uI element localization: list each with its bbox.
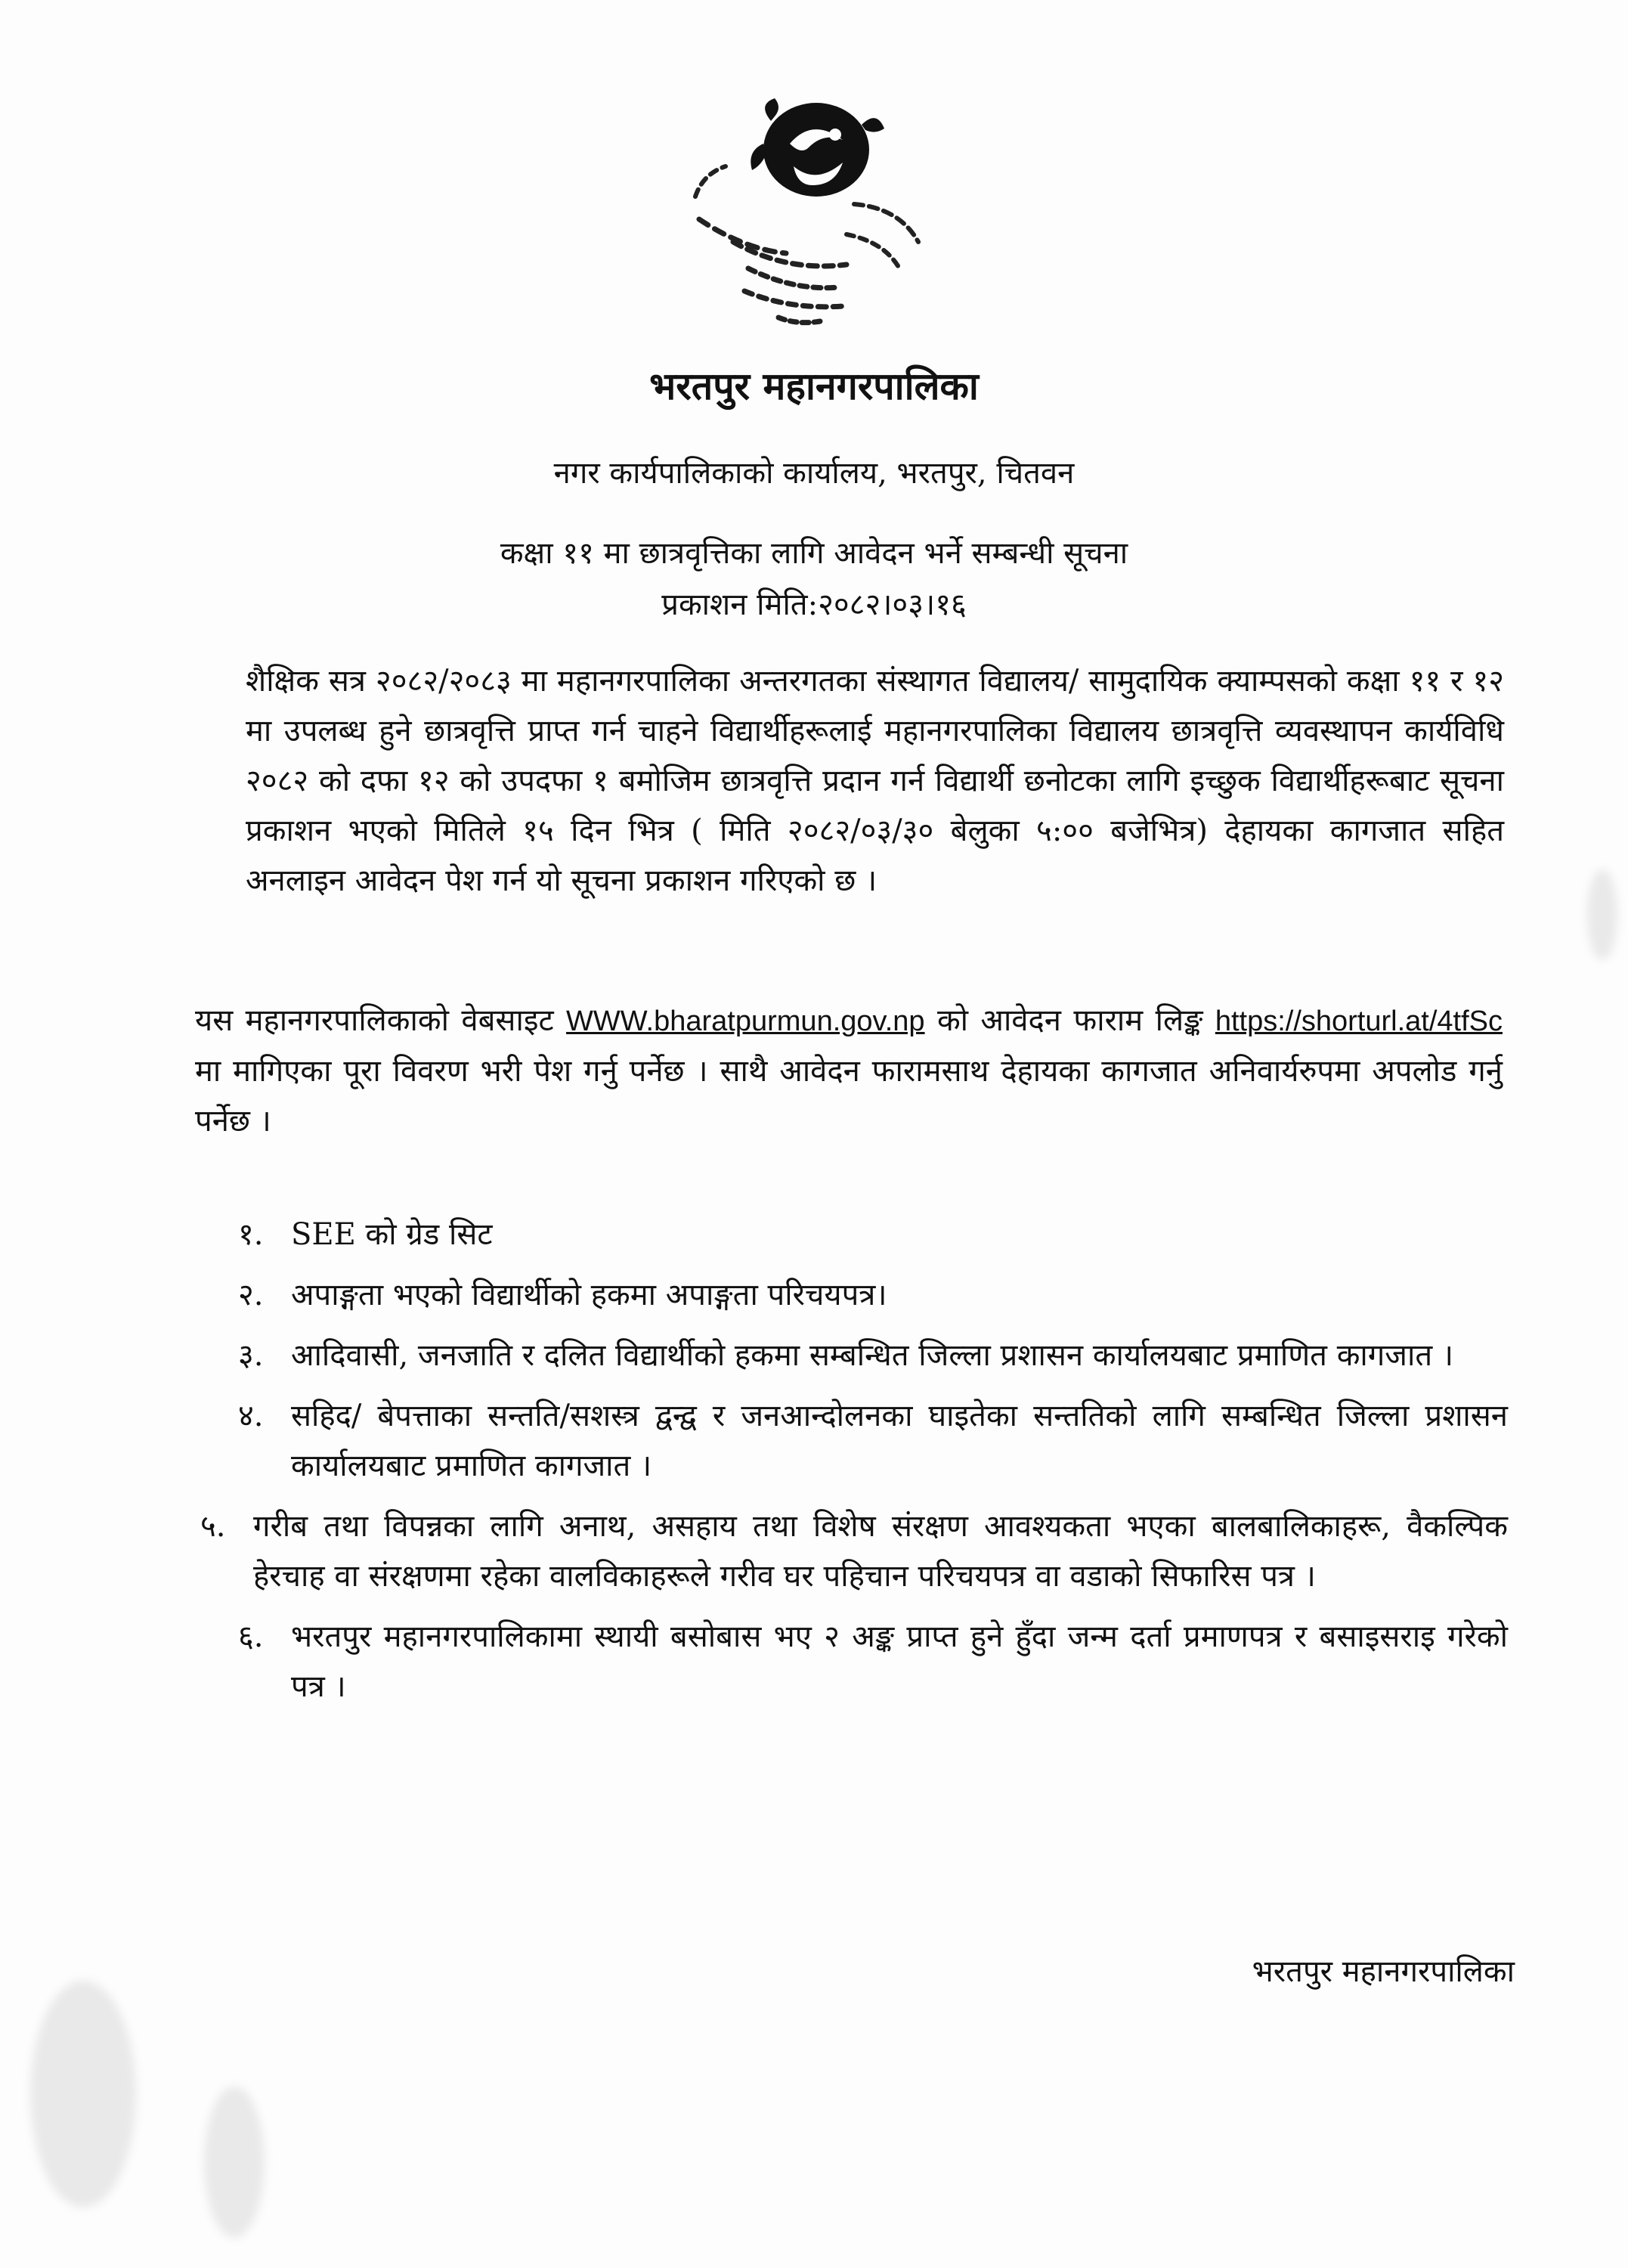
intro-paragraph: शैक्षिक सत्र २०८२/२०८३ मा महानगरपालिका अन्तरगतका संस्थागत विद्यालय/ सामुदायिक क्याम्पसको कक्षा ११ र १२ मा उपलब्ध हुने छात्रवृत्ति प्राप्त गर्न चाहने विद्यार्थीहरूलाई महानगरपालिका विद्यालय छात्रवृत्ति व्यवस्थापन कार्यविधि २०८२ को दफा १२ को उपदफा १ बमोजिम छात्रवृत्ति प्रदान गर्न विद्यार्थी छनोटका लागि इच्छुक विद्यार्थीहरूबाट सूचना प्रकाशन भएको मितिले १५ दिन भित्र ( मिति २०८२/०३/३० बेलुका ५:०० बजेभित्र) देहायका कागजात सहित अनलाइन आवेदन पेश गर्न यो सूचना प्रकाशन गरिएको छ । bbox=[246, 664, 1504, 898]
emblem-icon bbox=[665, 91, 952, 348]
item-text: भरतपुर महानगरपालिकामा स्थायी बसोबास भए २ अङ्क प्राप्त हुने हुँदा जन्म दर्ता प्रमाणपत्र र बसाइसराइ गरेको पत्र । bbox=[291, 1619, 1508, 1704]
item-number: ६. bbox=[238, 1619, 264, 1654]
required-documents-list bbox=[200, 1210, 1508, 1722]
document-item bbox=[238, 1270, 1508, 1320]
municipality-emblem bbox=[665, 91, 952, 348]
instruction-text: मा मागिएका पूरा विवरण भरी पेश गर्नु पर्नेछ । साथै आवेदन फारामसाथ देहायका कागजात अनिवार्यरुपमा अपलोड गर्नु पर्नेछ । bbox=[195, 1054, 1503, 1139]
form-link[interactable]: https://shorturl.at/4tfSc bbox=[1215, 1005, 1503, 1037]
scan-smudge bbox=[1587, 869, 1617, 960]
organization-title: भरतपुर महानगरपालिका bbox=[649, 364, 979, 408]
scan-smudge bbox=[204, 2087, 265, 2238]
instruction-paragraph bbox=[195, 996, 1503, 1146]
item-text: अपाङ्गता भएको विद्यार्थीको हकमा अपाङ्गता परिचयपत्र। bbox=[291, 1278, 887, 1312]
publication-date: प्रकाशन मिति:२०८२।०३।१६ bbox=[661, 587, 967, 622]
item-text: गरीब तथा विपन्नका लागि अनाथ, असहाय तथा विशेष संरक्षण आवश्यकता भएका बालबालिकाहरू, वैकल्पिक हेरचाह वा संरक्षणमा रहेका वालविकाहरूले गरीव घर पहिचान परिचयपत्र वा वडाको सिफारिस पत्र । bbox=[253, 1509, 1508, 1594]
scan-smudge bbox=[30, 1981, 136, 2208]
item-number: १. bbox=[238, 1217, 264, 1252]
item-number: ३. bbox=[238, 1338, 264, 1373]
document-item bbox=[238, 1331, 1508, 1380]
item-number: २. bbox=[238, 1278, 264, 1312]
document-item bbox=[238, 1391, 1508, 1491]
document-item bbox=[200, 1501, 1508, 1601]
notice-subject: कक्षा ११ मा छात्रवृत्तिका लागि आवेदन भर्ने सम्बन्धी सूचना bbox=[500, 536, 1128, 571]
item-number: ५. bbox=[200, 1509, 226, 1544]
website-link[interactable]: WWW.bharatpurmun.gov.np bbox=[566, 1005, 925, 1037]
document-item bbox=[238, 1210, 1508, 1259]
item-text: आदिवासी, जनजाति र दलित विद्यार्थीको हकमा सम्बन्धित जिल्ला प्रशासन कार्यालयबाट प्रमाणित कागजात । bbox=[291, 1338, 1454, 1373]
item-number: ४. bbox=[238, 1399, 264, 1433]
instruction-text: यस महानगरपालिकाको वेबसाइट bbox=[195, 1003, 554, 1038]
document-item bbox=[238, 1612, 1508, 1712]
item-text: SEE को ग्रेड सिट bbox=[291, 1217, 493, 1252]
instruction-text: को आवेदन फाराम लिङ्क bbox=[936, 1003, 1203, 1038]
item-text: सहिद/ बेपत्ताका सन्तति/सशस्त्र द्वन्द्व र जनआन्दोलनका घाइतेका सन्ततिको लागि सम्बन्धित जिल्ला प्रशासन कार्यालयबाट प्रमाणित कागजात । bbox=[291, 1399, 1508, 1483]
signatory: भरतपुर महानगरपालिका bbox=[1252, 1954, 1515, 1989]
office-address: नगर कार्यपालिकाको कार्यालय, भरतपुर, चितवन bbox=[553, 456, 1075, 491]
